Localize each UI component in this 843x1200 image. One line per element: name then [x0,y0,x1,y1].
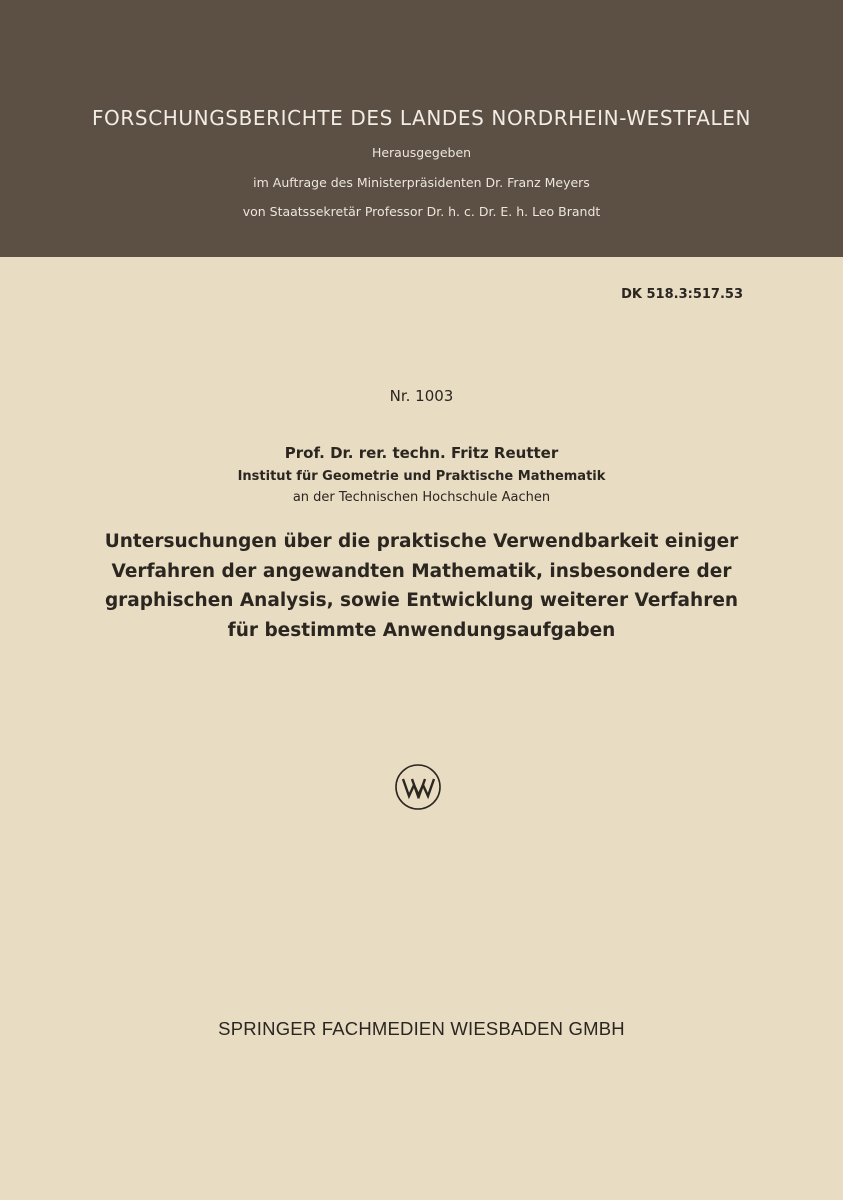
author-name: Prof. Dr. rer. techn. Fritz Reutter [284,444,559,462]
dk-classification: DK 518.3:517.53 [621,287,743,302]
title-line: Verfahren der angewandten Mathematik, insbesondere der [111,560,732,582]
header-commission-line: im Auftrage des Ministerpräsidenten Dr. Franz Meyers [253,175,590,190]
title-line: graphischen Analysis, sowie Entwicklung weiterer Verfahren [104,590,739,611]
title-line: für bestimmte Anwendungsaufgaben [227,619,616,641]
header-secretary-line: von Staatssekretär Professor Dr. h. c. Dr. E. h. Leo Brandt [242,204,601,219]
header-editor-line: Herausgegeben [371,145,472,160]
series-title: FORSCHUNGSBERICHTE DES LANDES NORDRHEIN-WESTFALEN [91,106,752,130]
report-title [0,527,843,645]
institute-line: Institut für Geometrie und Praktische Mathematik [237,469,606,484]
university-line: an der Technischen Hochschule Aachen [292,490,551,505]
title-line: Untersuchungen über die praktische Verwendbarkeit einiger [104,531,739,552]
report-number: Nr. 1003 [389,387,454,405]
header-band [0,0,843,257]
publisher-logo-icon [394,763,442,811]
publisher-name: SPRINGER FACHMEDIEN WIESBADEN GMBH [218,1018,625,1039]
